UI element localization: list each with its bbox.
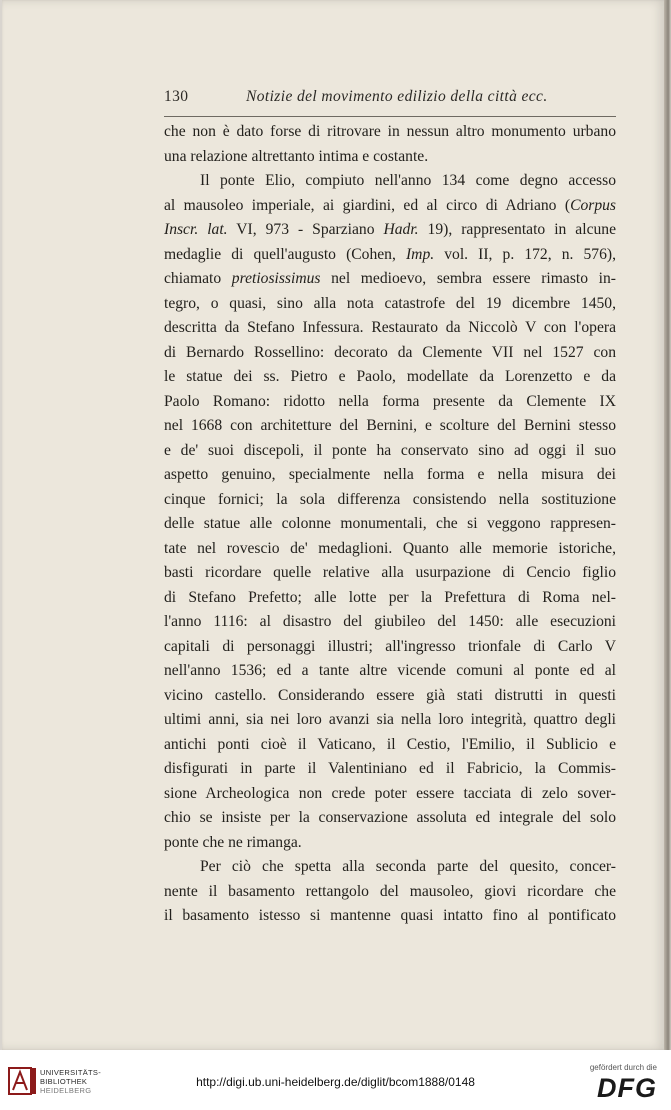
text-line: tate nel rovescio de' medaglioni. Quanto alle memorie istoriche, <box>164 539 616 557</box>
text-line: una relazione altrettanto intima e costante. <box>164 147 429 165</box>
text-line: chiamato pretiosissimus nel medioevo, sembra essere rimasto in- <box>164 270 616 287</box>
running-head <box>164 88 614 110</box>
text-line: tegro, o quasi, sino alla nota catastrofe del 19 dicembre 1450, <box>164 294 616 312</box>
text-line: ultimi anni, sia nei loro avanzi sia nella loro integrità, quattro degli <box>164 711 616 728</box>
text-line: nel 1668 con architetture del Bernini, e scolture del Bernini stesso <box>164 417 616 434</box>
text-line: Il ponte Elio, compiuto nell'anno 134 come degno accesso <box>200 172 616 189</box>
text-line: l'anno 1116: al disastro del giubileo del 1450: alle esecuzioni <box>164 613 616 630</box>
text-line: vicino castello. Considerando essere già stati distrutti in questi <box>164 686 616 704</box>
library-line-1: UNIVERSITÄTS- <box>40 1068 101 1077</box>
text-line: cinque fornici; la sola differenza consistendo nella sostituzione <box>164 490 616 508</box>
text-line: aspetto genuino, specialmente nella forma e nella misura dei <box>164 466 616 483</box>
body-text <box>164 120 616 929</box>
text-line: disfigurati in parte il Valentiniano ed il Fabricio, la Commis- <box>164 760 616 777</box>
text-line: il basamento istesso si mantenne quasi intatto fino al pontificato <box>164 907 616 924</box>
text-line: ponte che ne rimanga. <box>164 833 302 851</box>
text-line: Per ciò che spetta alla seconda parte del quesito, concer- <box>200 858 616 875</box>
page-edge <box>664 0 671 1050</box>
text-line: che non è dato forse di ritrovare in nessun altro monumento urbano <box>164 123 616 140</box>
text-line: delle statue alle colonne monumentali, che si veggono rappresen- <box>164 515 616 532</box>
scanned-page <box>2 0 666 1050</box>
text-line: e de' suoi discepoli, il ponte ha conservato sino ad oggi il suo <box>164 441 616 459</box>
text-line: al mausoleo imperiale, ai giardini, ed al circo di Adriano (Corpus <box>164 196 616 214</box>
library-line-3: HEIDELBERG <box>40 1086 92 1095</box>
permalink-url[interactable]: http://digi.ub.uni-heidelberg.de/diglit/bcom1888/0148 <box>196 1075 475 1089</box>
text-line: nell'anno 1536; ed a tante altre vicende comuni al ponte ed al <box>164 662 616 679</box>
text-line: basti ricordare quelle relative alla usurpazione di Cencio figlio <box>164 564 616 581</box>
text-line: chio se insiste per la conservazione assoluta ed integrale del solo <box>164 809 616 826</box>
header-rule <box>164 116 616 117</box>
dfg-logo: DFG <box>597 1073 657 1103</box>
text-line: sione Archeologica non crede poter essere tacciata di zelo sover- <box>164 784 616 802</box>
text-line: capitali di personaggi illustri; all'ingresso trionfale di Carlo V <box>164 637 616 655</box>
text-line: nente il basamento rettangolo del mausoleo, giovi ricordare che <box>164 882 616 900</box>
running-title: Notizie del movimento edilizio della città ecc. <box>246 88 548 105</box>
text-line: di Stefano Prefetto; alle lotte per la Prefettura di Roma nel- <box>164 588 616 606</box>
text-line: Inscr. lat. VI, 973 - Sparziano Hadr. 19), rappresentato in alcune <box>164 221 616 238</box>
page-number: 130 <box>164 88 189 105</box>
text-line: di Bernardo Rossellino: decorato da Clemente VII nel 1527 con <box>164 343 616 361</box>
library-line-2: BIBLIOTHEK <box>40 1077 88 1086</box>
text-line: le statue dei ss. Pietro e Paolo, modellate da Lorenzetto e da <box>164 368 616 385</box>
text-line: medaglie di quell'augusto (Cohen, Imp. vol. II, p. 172, n. 576), <box>164 245 616 263</box>
text-line: antichi ponti cioè il Vaticano, il Cestio, l'Emilio, il Sublicio e <box>164 735 616 753</box>
funding-note: gefördert durch die <box>589 1063 657 1072</box>
footer-bar <box>0 1050 671 1110</box>
text-line: Paolo Romano: ridotto nella forma presente da Clemente IX <box>164 392 616 410</box>
text-line: descritta da Stefano Infessura. Restaurato da Niccolò V con l'opera <box>164 319 616 336</box>
